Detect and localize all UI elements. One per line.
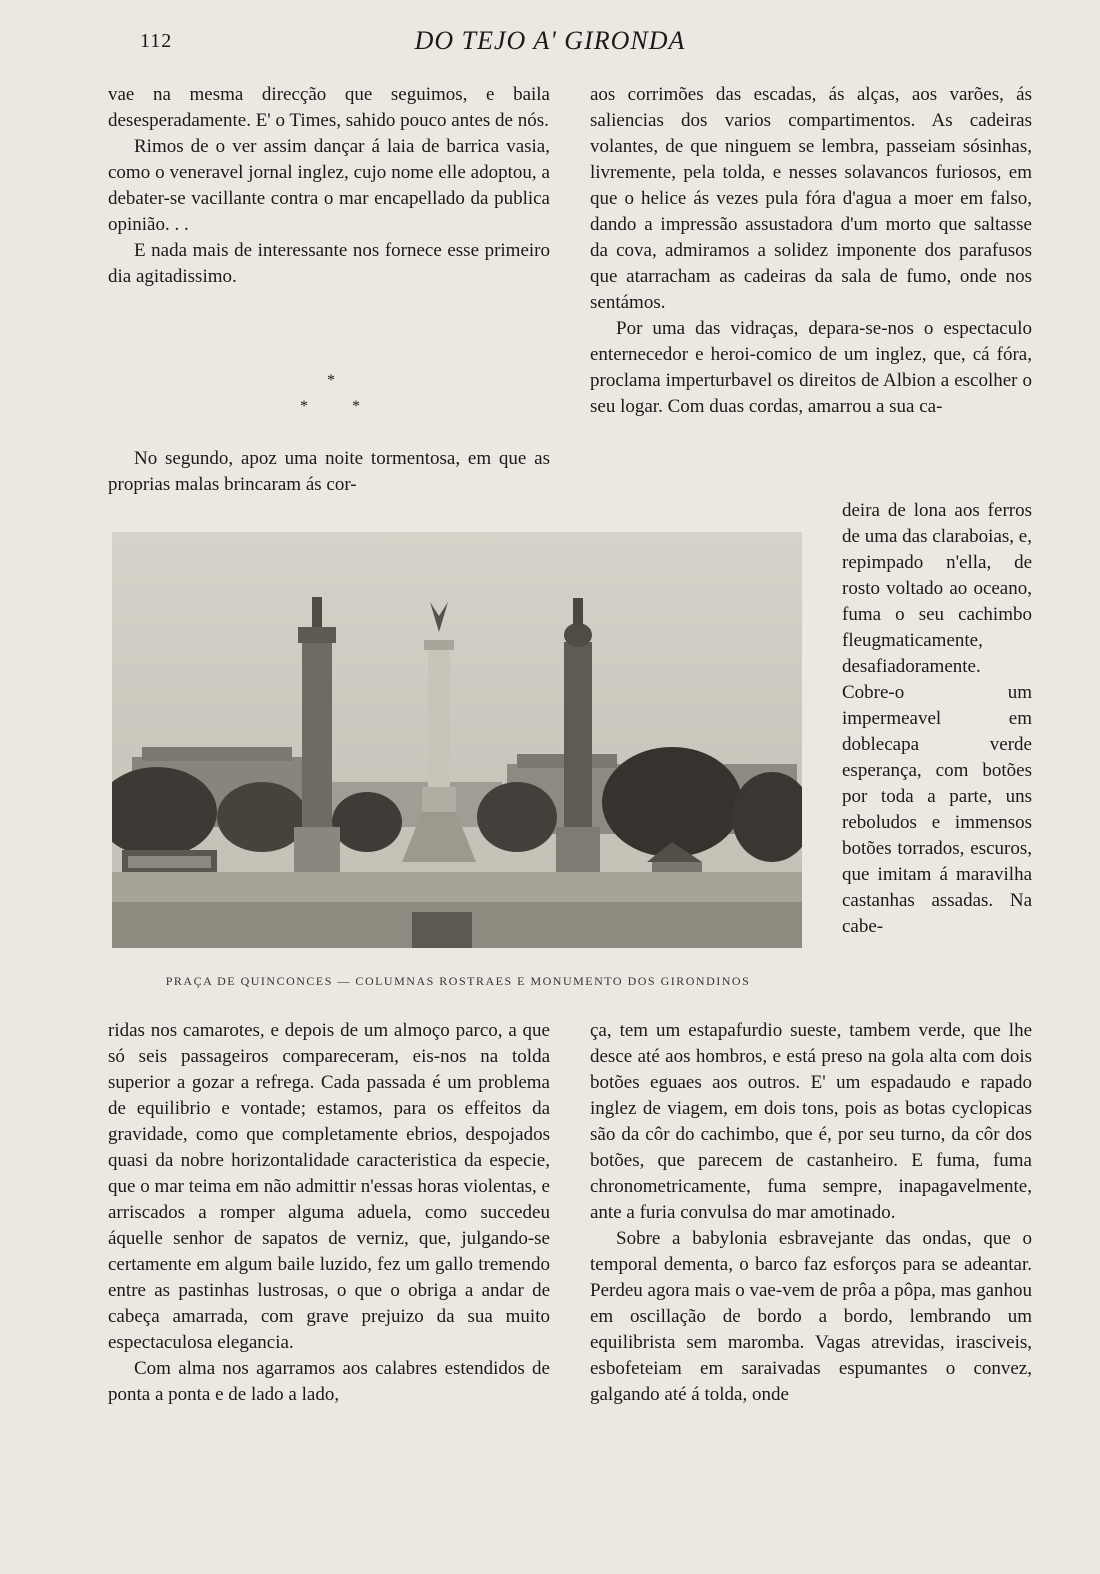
figure-caption: PRAÇA DE QUINCONCES — COLUMNAS ROSTRAES E MONUMENTO DOS GIRONDINOS xyxy=(165,974,751,988)
paragraph: aos corrimões das escadas, ás alças, aos varões, ás saliencias dos varios compartimentos. As cadeiras volantes, de que ninguem se lembra, passeiam sósinhas, livremente, pela tolda, e nesses solavancos furiosos, em que o helice ás vezes pula fóra d'agua a moer em falso, dando a impressão assustadora d'um morto que saltasse da cova, admiramos a solidez imponente dos parafusos que atarracham as cadeiras da sala de fumo, onde nos sentámos. xyxy=(590,84,1032,313)
running-title: DO TEJO A' GIRONDA xyxy=(414,26,686,55)
section-break-asterism xyxy=(290,372,380,422)
paragraph: vae na mesma direcção que seguimos, e baila desesperadamente. E' o Times, sahido pouco antes de nós. xyxy=(108,84,550,131)
paragraph: Sobre a babylonia esbravejante das ondas, que o temporal dementa, o barco faz esforços para se adeantar. Perdeu agora mais o vae-vem de prôa a pôpa, mas ganhou em oscillação de bordo a bordo, lembrando um equilibrista sem maromba. Vagas atrevidas, irasciveis, esbofeteiam em saraivadas espumantes o convez, galgando até á tolda, onde xyxy=(590,1228,1032,1405)
photograph-praca-quinconces xyxy=(112,532,802,948)
paragraph: E nada mais de interessante nos fornece esse primeiro dia agitadissimo. xyxy=(108,240,550,287)
asterisk: * xyxy=(300,398,308,415)
asterisk: * xyxy=(352,398,360,415)
left-column-top xyxy=(108,82,550,290)
right-column-top xyxy=(590,82,1032,420)
paragraph: Rimos de o ver assim dançar á laia de barrica vasia, como o veneravel jornal inglez, cujo nome elle adoptou, a debater-se vacillante contra o mar encapellado da publica opinião. . . xyxy=(108,136,550,235)
paragraph: Com alma nos agarramos aos calabres estendidos de ponta a ponta e de lado a lado, xyxy=(108,1358,550,1405)
left-column-bottom xyxy=(108,1018,550,1408)
paragraph: deira de lona aos ferros de uma das claraboias, e, repimpado n'ella, de rosto voltado ao oceano, fuma o seu cachimbo fleugmaticamente, desafiadoramente. Cobre-o um impermeavel em doblecapa verde esperança, com botões por toda a parte, uns reboludos e immensos botões torrados, escuros, que imitam á maravilha castanhas assadas. Na cabe- xyxy=(842,500,1032,937)
right-column-narrow xyxy=(842,498,1032,940)
left-column-mid xyxy=(108,446,550,498)
right-column-bottom xyxy=(590,1018,1032,1408)
page-number: 112 xyxy=(140,30,173,52)
paragraph: ça, tem um estapafurdio sueste, tambem verde, que lhe desce até aos hombros, e está preso na gola alta com dois botões eguaes aos outros. E' um espadaudo e rapado inglez de viagem, em dois tons, pois as botas cyclopicas são da côr do cachimbo, que é, por seu turno, da côr dos botões, que parecem de castanheiro. E fuma, fuma chronometricamente, fuma sempre, inapagavelmente, ante a furia convulsa do mar amotinado. xyxy=(590,1020,1032,1223)
paragraph: Por uma das vidraças, depara-se-nos o espectaculo enternecedor e heroi-comico de um inglez, que, cá fóra, proclama imperturbavel os direitos de Albion a escolher o seu logar. Com duas cordas, amarrou a sua ca- xyxy=(590,318,1032,417)
paragraph: ridas nos camarotes, e depois de um almoço parco, a que só seis passageiros compareceram, eis-nos na tolda superior a gozar a refrega. Cada passada é um problema de equilibrio e vontade; estamos, para os effeitos da gravidade, como que completamente ebrios, despojados quasi da nobre horizontalidade caracteristica da especie, que o mar teima em não admittir n'essas horas violentas, e arriscados a romper alguma aduela, como succedeu áquelle senhor de sapatos de verniz, que, julgando-se certamente em algum baile luzido, fez um gallo tremendo entre as pastinhas lustrosas, o que o obriga a andar de cabeça amarrada, com grave prejuizo da sua muito espectaculosa elegancia. xyxy=(108,1020,550,1353)
asterisk: * xyxy=(327,372,335,389)
paragraph: No segundo, apoz uma noite tormentosa, em que as proprias malas brincaram ás cor- xyxy=(108,448,550,495)
